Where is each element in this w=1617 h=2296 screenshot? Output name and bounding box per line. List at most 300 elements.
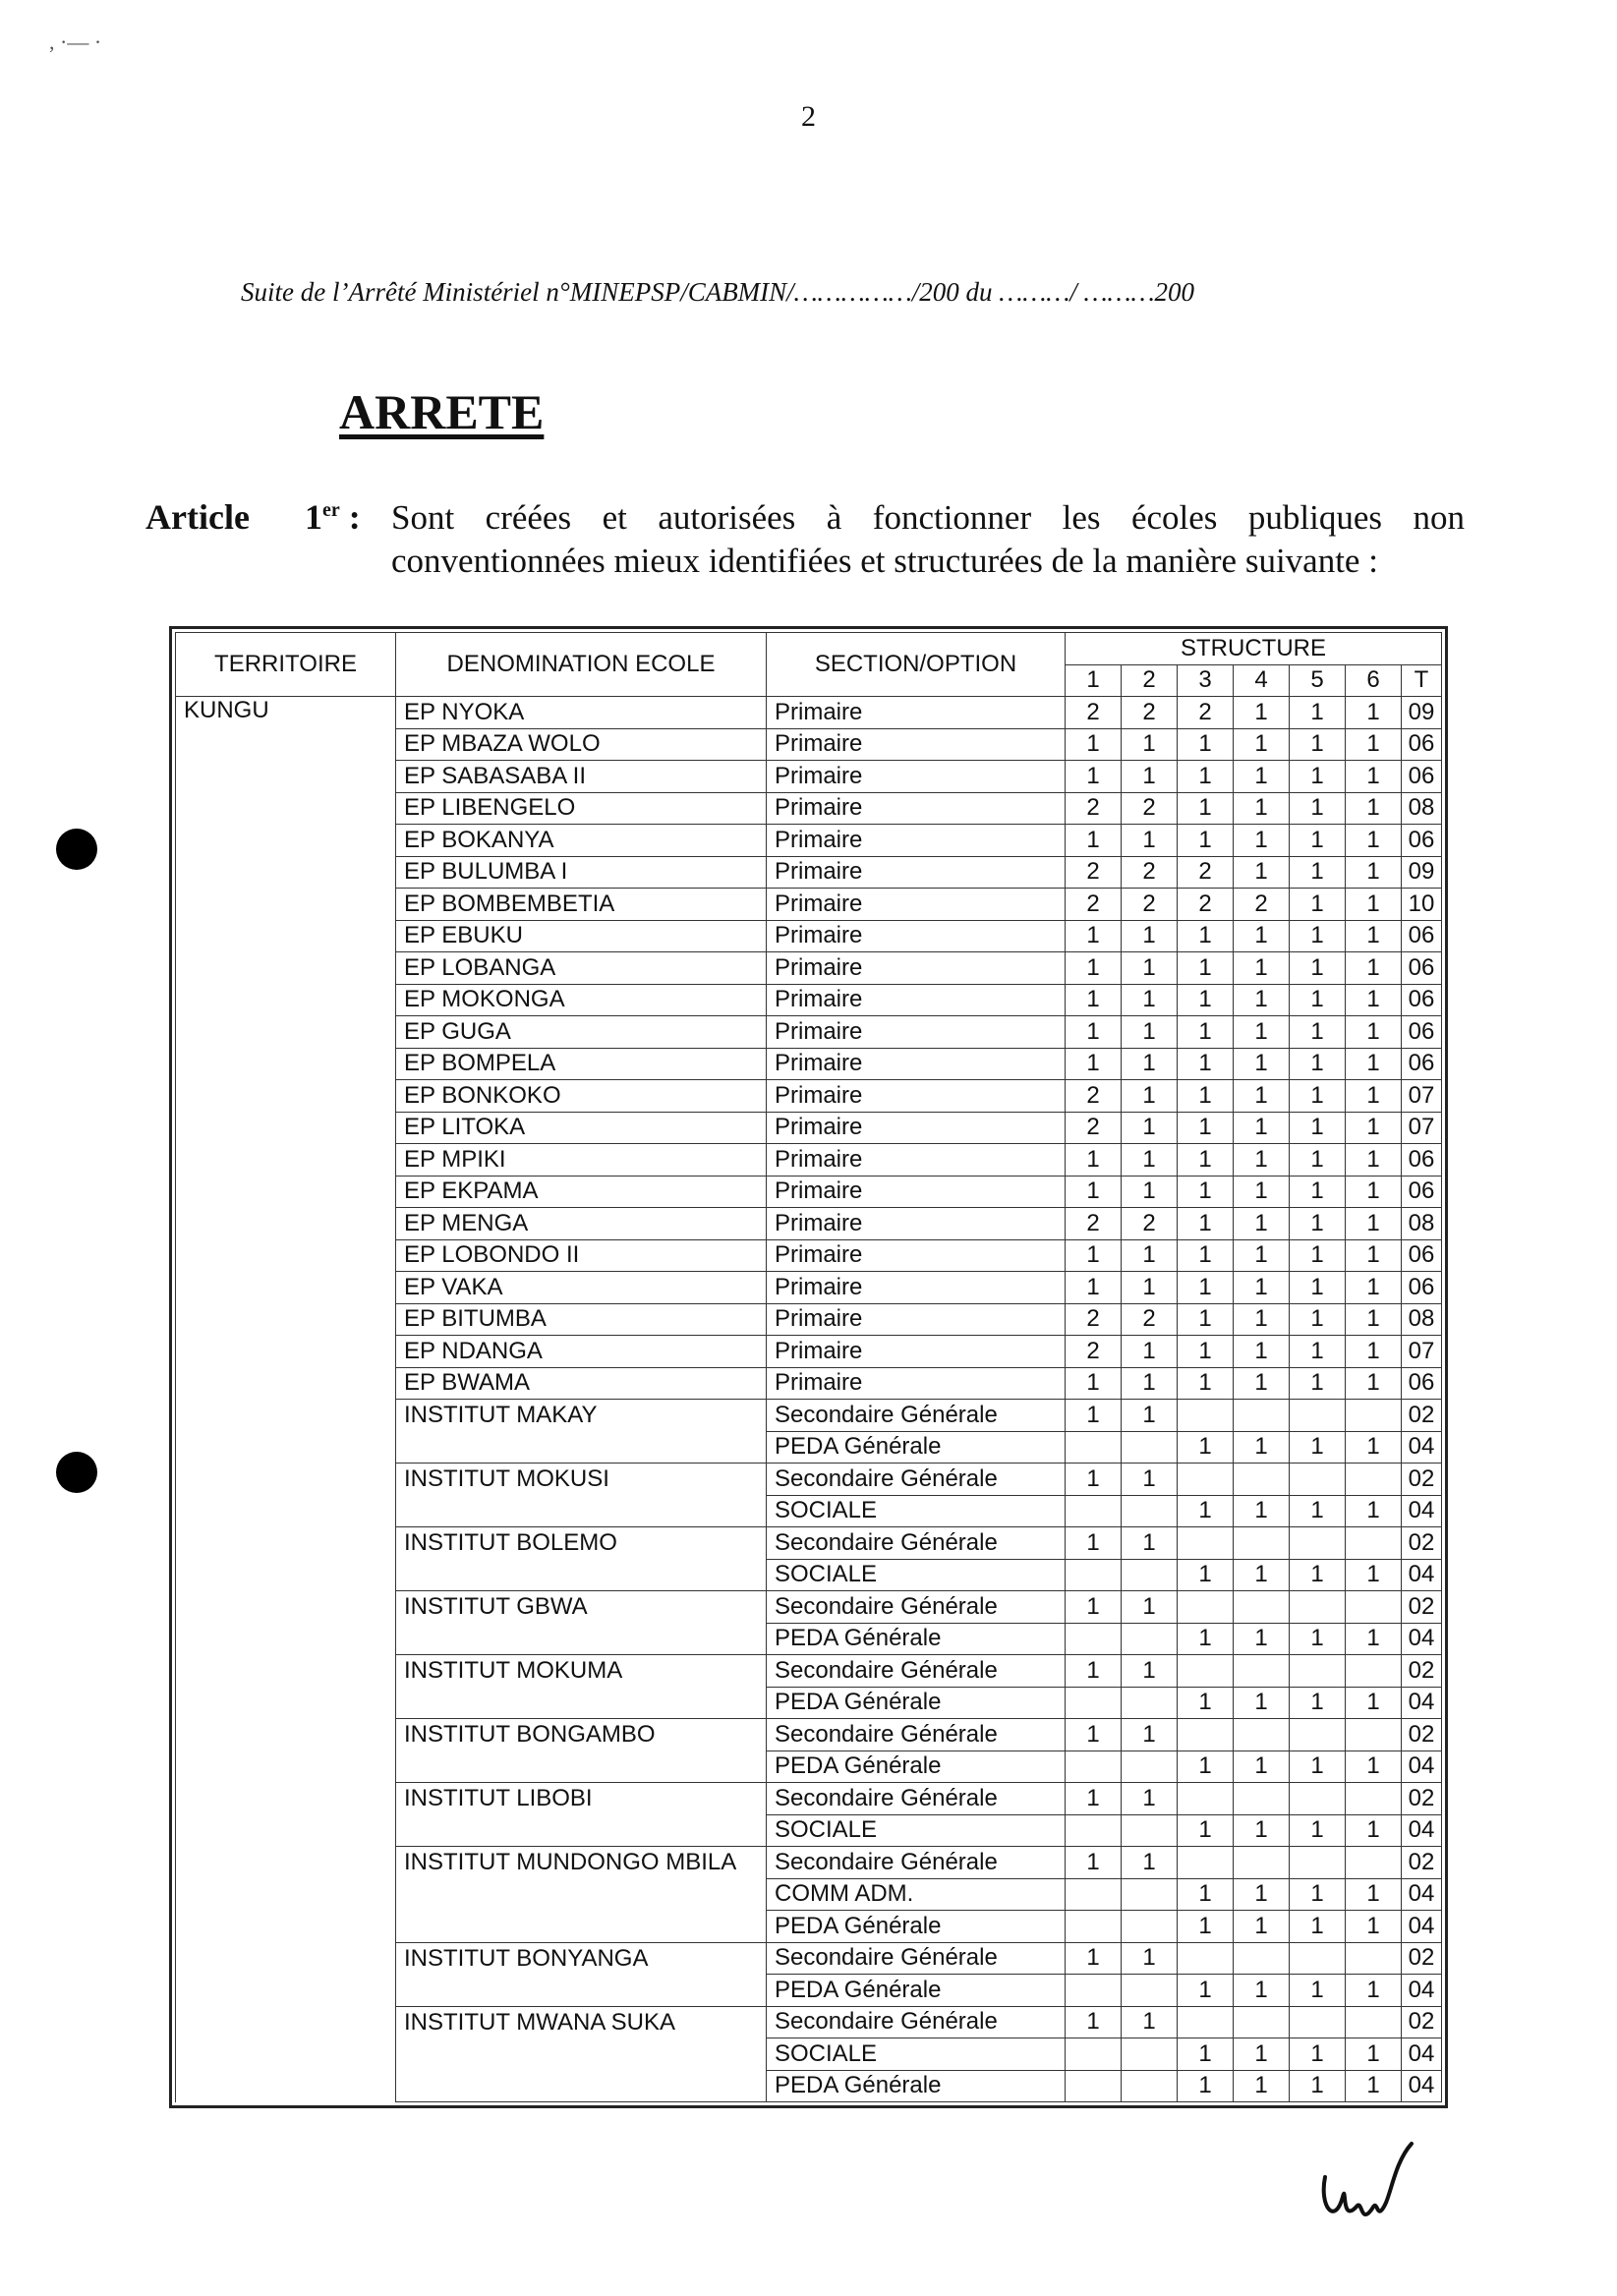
total-cell: 04 <box>1402 1814 1442 1847</box>
territory-cell-empty <box>176 1144 396 1177</box>
level-cell <box>1346 2006 1402 2038</box>
table-row <box>176 1783 1442 1815</box>
territory-cell-empty <box>176 1783 396 1815</box>
level-cell: 1 <box>1066 1591 1122 1624</box>
level-cell <box>1178 1527 1234 1560</box>
level-cell: 1 <box>1178 1144 1234 1177</box>
level-cell: 1 <box>1290 1751 1346 1783</box>
level-cell <box>1178 2006 1234 2038</box>
level-cell: 1 <box>1178 761 1234 793</box>
school-cell <box>396 2070 767 2102</box>
level-cell: 1 <box>1122 1112 1178 1144</box>
territory-cell-empty <box>176 1400 396 1432</box>
section-cell: Primaire <box>767 984 1066 1016</box>
level-cell: 1 <box>1122 1464 1178 1496</box>
table-row <box>176 1975 1442 2007</box>
total-cell: 02 <box>1402 1783 1442 1815</box>
level-cell <box>1290 1464 1346 1496</box>
territory-cell-empty <box>176 1655 396 1688</box>
level-cell: 1 <box>1122 761 1178 793</box>
section-cell: Primaire <box>767 1239 1066 1272</box>
level-cell <box>1122 1814 1178 1847</box>
level-cell: 1 <box>1234 984 1290 1016</box>
level-cell: 2 <box>1122 792 1178 825</box>
level-cell <box>1346 1847 1402 1879</box>
level-cell: 1 <box>1178 1623 1234 1655</box>
level-cell: 1 <box>1234 1878 1290 1911</box>
section-cell: Primaire <box>767 920 1066 952</box>
total-cell: 02 <box>1402 1847 1442 1879</box>
table-row <box>176 889 1442 921</box>
header-territoire: TERRITOIRE <box>176 633 396 697</box>
school-cell: EP LOBANGA <box>396 952 767 985</box>
schools-table-frame <box>169 626 1448 2108</box>
territory-cell-empty <box>176 1719 396 1751</box>
school-cell: EP LITOKA <box>396 1112 767 1144</box>
level-cell: 1 <box>1346 1048 1402 1080</box>
school-cell: INSTITUT BOLEMO <box>396 1527 767 1560</box>
table-row <box>176 761 1442 793</box>
level-cell: 1 <box>1346 1911 1402 1943</box>
school-cell <box>396 1814 767 1847</box>
total-cell: 06 <box>1402 1176 1442 1208</box>
level-cell <box>1346 1942 1402 1975</box>
total-cell: 06 <box>1402 1048 1442 1080</box>
level-cell: 1 <box>1290 1975 1346 2007</box>
level-cell <box>1122 2038 1178 2071</box>
level-cell: 1 <box>1234 825 1290 857</box>
section-cell: Primaire <box>767 697 1066 729</box>
table-row <box>176 952 1442 985</box>
level-cell: 1 <box>1178 920 1234 952</box>
level-cell: 1 <box>1178 952 1234 985</box>
table-row <box>176 1527 1442 1560</box>
section-cell: Primaire <box>767 952 1066 985</box>
table-row <box>176 1623 1442 1655</box>
level-cell <box>1234 1464 1290 1496</box>
level-cell: 1 <box>1178 1303 1234 1336</box>
level-cell: 1 <box>1234 1336 1290 1368</box>
level-cell: 1 <box>1178 1112 1234 1144</box>
section-cell: Primaire <box>767 761 1066 793</box>
territory-cell-empty <box>176 1112 396 1144</box>
territory-cell-empty <box>176 2038 396 2071</box>
level-cell <box>1178 1783 1234 1815</box>
level-cell: 1 <box>1234 1623 1290 1655</box>
level-cell: 1 <box>1234 1367 1290 1400</box>
school-cell: EP BITUMBA <box>396 1303 767 1336</box>
level-cell <box>1290 1847 1346 1879</box>
section-cell: Secondaire Générale <box>767 1591 1066 1624</box>
section-cell: Secondaire Générale <box>767 1655 1066 1688</box>
territory-cell-empty <box>176 761 396 793</box>
level-cell: 1 <box>1122 1400 1178 1432</box>
total-cell: 04 <box>1402 1495 1442 1527</box>
level-cell: 1 <box>1234 1814 1290 1847</box>
level-cell <box>1066 1559 1122 1591</box>
level-cell: 1 <box>1178 825 1234 857</box>
level-cell <box>1122 1911 1178 1943</box>
school-cell: EP BWAMA <box>396 1367 767 1400</box>
binder-hole-bottom <box>56 1452 97 1493</box>
school-cell: INSTITUT BONYANGA <box>396 1942 767 1975</box>
level-cell: 1 <box>1122 1336 1178 1368</box>
header-structure: STRUCTURE <box>1066 633 1442 665</box>
level-cell: 1 <box>1178 1208 1234 1240</box>
level-cell: 1 <box>1066 1655 1122 1688</box>
school-cell: EP NYOKA <box>396 697 767 729</box>
level-cell: 1 <box>1234 1431 1290 1464</box>
section-cell: Secondaire Générale <box>767 1719 1066 1751</box>
total-cell: 09 <box>1402 697 1442 729</box>
level-cell: 1 <box>1178 1176 1234 1208</box>
total-cell: 04 <box>1402 1911 1442 1943</box>
section-cell: Primaire <box>767 1080 1066 1113</box>
level-cell: 1 <box>1066 1527 1122 1560</box>
level-cell <box>1066 1814 1122 1847</box>
total-cell: 04 <box>1402 1559 1442 1591</box>
level-cell <box>1346 1655 1402 1688</box>
total-cell: 10 <box>1402 889 1442 921</box>
level-cell: 1 <box>1066 761 1122 793</box>
section-cell: Primaire <box>767 1367 1066 1400</box>
level-cell: 1 <box>1234 728 1290 761</box>
level-cell <box>1290 1400 1346 1432</box>
territory-cell-empty <box>176 1367 396 1400</box>
level-cell: 1 <box>1066 1176 1122 1208</box>
territory-cell-empty <box>176 1687 396 1719</box>
total-cell: 02 <box>1402 1464 1442 1496</box>
table-row <box>176 1303 1442 1336</box>
header-total: T <box>1402 664 1442 697</box>
level-cell: 2 <box>1066 1112 1122 1144</box>
level-cell: 1 <box>1122 728 1178 761</box>
level-cell: 1 <box>1290 1239 1346 1272</box>
level-cell: 1 <box>1290 1112 1346 1144</box>
school-cell: EP MOKONGA <box>396 984 767 1016</box>
level-cell: 2 <box>1178 697 1234 729</box>
total-cell: 06 <box>1402 1272 1442 1304</box>
section-cell: PEDA Générale <box>767 1911 1066 1943</box>
level-cell: 1 <box>1290 1176 1346 1208</box>
territory-cell-empty <box>176 1464 396 1496</box>
table-row <box>176 1847 1442 1879</box>
territory-cell-empty <box>176 1911 396 1943</box>
school-cell: EP BONKOKO <box>396 1080 767 1113</box>
territory-cell-empty <box>176 825 396 857</box>
total-cell: 02 <box>1402 1942 1442 1975</box>
level-cell: 1 <box>1178 1016 1234 1049</box>
school-cell: EP NDANGA <box>396 1336 767 1368</box>
table-row <box>176 1336 1442 1368</box>
signature-mark <box>1317 2138 1425 2246</box>
header-section: SECTION/OPTION <box>767 633 1066 697</box>
total-cell: 06 <box>1402 952 1442 985</box>
level-cell: 1 <box>1066 1719 1122 1751</box>
level-cell <box>1290 2006 1346 2038</box>
level-cell: 1 <box>1346 952 1402 985</box>
level-cell: 1 <box>1234 1239 1290 1272</box>
total-cell: 06 <box>1402 1016 1442 1049</box>
section-cell: Secondaire Générale <box>767 1942 1066 1975</box>
level-cell: 1 <box>1346 1016 1402 1049</box>
article-colon: : <box>339 497 361 537</box>
article-number-value: 1 <box>305 497 322 537</box>
header-row <box>176 633 1442 665</box>
territory-cell-empty <box>176 1176 396 1208</box>
table-row <box>176 1016 1442 1049</box>
section-cell: Secondaire Générale <box>767 2006 1066 2038</box>
school-cell <box>396 1495 767 1527</box>
total-cell: 06 <box>1402 761 1442 793</box>
level-cell: 1 <box>1066 728 1122 761</box>
level-cell: 1 <box>1178 1239 1234 1272</box>
section-cell: Primaire <box>767 889 1066 921</box>
level-cell <box>1178 1847 1234 1879</box>
level-cell: 1 <box>1346 1144 1402 1177</box>
territory-cell-empty <box>176 1623 396 1655</box>
school-cell: INSTITUT MWANA SUKA <box>396 2006 767 2038</box>
table-row <box>176 1431 1442 1464</box>
level-cell: 1 <box>1122 1239 1178 1272</box>
total-cell: 07 <box>1402 1080 1442 1113</box>
total-cell: 02 <box>1402 1719 1442 1751</box>
territory-cell-empty <box>176 1431 396 1464</box>
level-cell: 1 <box>1178 1367 1234 1400</box>
level-cell: 1 <box>1122 1272 1178 1304</box>
level-cell: 1 <box>1234 1176 1290 1208</box>
section-cell: SOCIALE <box>767 2038 1066 2071</box>
level-cell: 1 <box>1178 984 1234 1016</box>
header-level: 6 <box>1346 664 1402 697</box>
total-cell: 07 <box>1402 1112 1442 1144</box>
level-cell: 1 <box>1178 1495 1234 1527</box>
level-cell: 1 <box>1122 984 1178 1016</box>
level-cell <box>1178 1400 1234 1432</box>
level-cell: 1 <box>1122 1655 1178 1688</box>
school-cell: EP LIBENGELO <box>396 792 767 825</box>
section-cell: PEDA Générale <box>767 1431 1066 1464</box>
level-cell: 1 <box>1066 1400 1122 1432</box>
level-cell <box>1234 1591 1290 1624</box>
level-cell <box>1290 1783 1346 1815</box>
total-cell: 08 <box>1402 792 1442 825</box>
level-cell: 1 <box>1290 792 1346 825</box>
level-cell: 2 <box>1122 697 1178 729</box>
header-level: 3 <box>1178 664 1234 697</box>
school-cell: EP BULUMBA I <box>396 856 767 889</box>
level-cell: 1 <box>1122 1048 1178 1080</box>
section-cell: Primaire <box>767 1144 1066 1177</box>
level-cell: 1 <box>1290 1911 1346 1943</box>
level-cell: 1 <box>1066 920 1122 952</box>
level-cell: 1 <box>1066 1016 1122 1049</box>
total-cell: 09 <box>1402 856 1442 889</box>
level-cell: 1 <box>1290 952 1346 985</box>
level-cell: 2 <box>1122 889 1178 921</box>
header-denomination: DENOMINATION ECOLE <box>396 633 767 697</box>
page-title: ARRETE <box>339 384 545 439</box>
level-cell: 2 <box>1178 889 1234 921</box>
level-cell: 1 <box>1178 1878 1234 1911</box>
level-cell <box>1066 1495 1122 1527</box>
table-row <box>176 1814 1442 1847</box>
level-cell: 2 <box>1178 856 1234 889</box>
level-cell: 1 <box>1346 1751 1402 1783</box>
territory-cell-empty <box>176 1591 396 1624</box>
level-cell: 1 <box>1346 1239 1402 1272</box>
school-cell: EP VAKA <box>396 1272 767 1304</box>
level-cell: 1 <box>1234 920 1290 952</box>
table-row <box>176 1719 1442 1751</box>
header-level: 2 <box>1122 664 1178 697</box>
section-cell: COMM ADM. <box>767 1878 1066 1911</box>
table-row <box>176 1400 1442 1432</box>
level-cell: 1 <box>1290 1272 1346 1304</box>
level-cell: 1 <box>1346 1303 1402 1336</box>
school-cell <box>396 2038 767 2071</box>
level-cell: 1 <box>1234 1495 1290 1527</box>
level-cell <box>1122 1878 1178 1911</box>
section-cell: Primaire <box>767 856 1066 889</box>
table-row <box>176 1559 1442 1591</box>
level-cell: 1 <box>1178 792 1234 825</box>
table-row <box>176 2038 1442 2071</box>
level-cell: 1 <box>1122 1783 1178 1815</box>
level-cell: 1 <box>1346 1112 1402 1144</box>
level-cell: 1 <box>1066 1464 1122 1496</box>
level-cell: 1 <box>1122 952 1178 985</box>
level-cell: 1 <box>1290 856 1346 889</box>
section-cell: Secondaire Générale <box>767 1400 1066 1432</box>
level-cell: 1 <box>1346 728 1402 761</box>
level-cell: 1 <box>1178 1272 1234 1304</box>
level-cell <box>1066 1911 1122 1943</box>
level-cell: 1 <box>1290 1814 1346 1847</box>
school-cell: EP MPIKI <box>396 1144 767 1177</box>
table-row <box>176 1080 1442 1113</box>
table-row <box>176 728 1442 761</box>
level-cell: 1 <box>1178 1911 1234 1943</box>
territory-cell-empty <box>176 952 396 985</box>
territory-cell-empty <box>176 1559 396 1591</box>
table-row <box>176 1144 1442 1177</box>
total-cell: 02 <box>1402 1591 1442 1624</box>
level-cell: 1 <box>1290 1080 1346 1113</box>
territory-cell-empty <box>176 2070 396 2102</box>
level-cell <box>1290 1591 1346 1624</box>
table-row <box>176 920 1442 952</box>
level-cell: 1 <box>1346 697 1402 729</box>
level-cell: 1 <box>1346 1080 1402 1113</box>
page-number: 2 <box>801 100 816 133</box>
level-cell: 2 <box>1066 889 1122 921</box>
level-cell: 1 <box>1234 1687 1290 1719</box>
section-cell: Secondaire Générale <box>767 1847 1066 1879</box>
binder-hole-top <box>56 829 97 870</box>
school-cell: INSTITUT LIBOBI <box>396 1783 767 1815</box>
level-cell: 1 <box>1178 1431 1234 1464</box>
school-cell: EP EKPAMA <box>396 1176 767 1208</box>
table-row <box>176 1655 1442 1688</box>
level-cell: 1 <box>1346 889 1402 921</box>
school-cell: EP BOMPELA <box>396 1048 767 1080</box>
total-cell: 02 <box>1402 1400 1442 1432</box>
total-cell: 06 <box>1402 1367 1442 1400</box>
level-cell: 1 <box>1290 1623 1346 1655</box>
level-cell: 1 <box>1290 1878 1346 1911</box>
level-cell: 1 <box>1178 1336 1234 1368</box>
level-cell: 1 <box>1290 728 1346 761</box>
level-cell: 1 <box>1290 1144 1346 1177</box>
section-cell: Primaire <box>767 1048 1066 1080</box>
level-cell: 1 <box>1290 761 1346 793</box>
school-cell: INSTITUT GBWA <box>396 1591 767 1624</box>
level-cell <box>1066 2038 1122 2071</box>
territory-cell-empty <box>176 889 396 921</box>
level-cell <box>1346 1400 1402 1432</box>
school-cell <box>396 1911 767 1943</box>
level-cell <box>1122 1495 1178 1527</box>
table-row <box>176 1272 1442 1304</box>
level-cell: 1 <box>1122 1016 1178 1049</box>
level-cell: 1 <box>1290 1687 1346 1719</box>
level-cell: 1 <box>1178 1080 1234 1113</box>
level-cell: 1 <box>1346 792 1402 825</box>
section-cell: PEDA Générale <box>767 1687 1066 1719</box>
level-cell: 1 <box>1346 825 1402 857</box>
territory-cell-empty <box>176 1303 396 1336</box>
level-cell: 1 <box>1234 1751 1290 1783</box>
territory-cell-empty <box>176 1016 396 1049</box>
school-cell: EP BOMBEMBETIA <box>396 889 767 921</box>
level-cell: 1 <box>1234 1016 1290 1049</box>
school-cell <box>396 1751 767 1783</box>
level-cell: 1 <box>1234 697 1290 729</box>
level-cell: 1 <box>1234 2070 1290 2102</box>
level-cell: 1 <box>1234 761 1290 793</box>
level-cell: 1 <box>1290 920 1346 952</box>
level-cell: 1 <box>1234 1303 1290 1336</box>
header-level: 4 <box>1234 664 1290 697</box>
level-cell: 1 <box>1122 1719 1178 1751</box>
total-cell: 06 <box>1402 728 1442 761</box>
section-cell: PEDA Générale <box>767 1975 1066 2007</box>
table-row <box>176 1495 1442 1527</box>
school-cell <box>396 1975 767 2007</box>
level-cell <box>1234 1527 1290 1560</box>
level-cell: 1 <box>1066 952 1122 985</box>
level-cell: 1 <box>1178 2038 1234 2071</box>
school-cell <box>396 1431 767 1464</box>
schools-table <box>175 632 1442 2102</box>
level-cell: 1 <box>1178 1687 1234 1719</box>
territory-cell-empty <box>176 2006 396 2038</box>
level-cell: 1 <box>1066 1942 1122 1975</box>
level-cell <box>1290 1655 1346 1688</box>
table-row <box>176 825 1442 857</box>
level-cell <box>1234 2006 1290 2038</box>
table-row <box>176 1112 1442 1144</box>
table-row <box>176 1878 1442 1911</box>
level-cell: 1 <box>1066 1783 1122 1815</box>
level-cell: 1 <box>1122 1591 1178 1624</box>
level-cell <box>1234 1719 1290 1751</box>
territory-cell-empty <box>176 1208 396 1240</box>
table-row <box>176 2070 1442 2102</box>
level-cell <box>1178 1719 1234 1751</box>
level-cell: 1 <box>1178 1975 1234 2007</box>
